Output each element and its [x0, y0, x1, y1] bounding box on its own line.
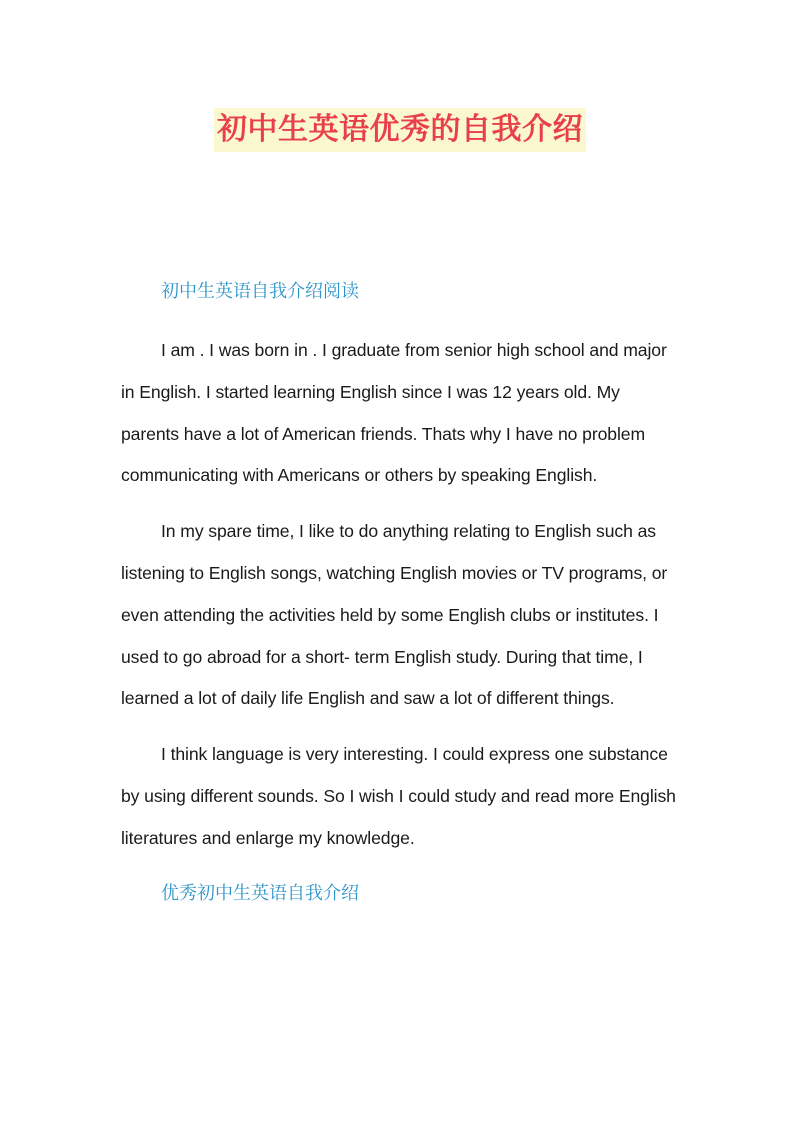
- section-heading: 初中生英语自我介绍阅读: [161, 281, 359, 302]
- section-heading: 优秀初中生英语自我介绍: [161, 882, 359, 904]
- document-body: [121, 272, 681, 914]
- title-container: [0, 108, 800, 152]
- body-paragraph: I think language is very interesting. I could express one substance by using different sounds. So I wish I could study and read more English literatures and enlarge my knowledge.: [121, 744, 676, 848]
- body-paragraph: I am . I was born in . I graduate from senior high school and major in English. I started learning English since I was 12 years old. My parents have a lot of American friends. Thats why I have no problem communicating with Americans or others by speaking English.: [121, 340, 667, 486]
- page-title: 初中生英语优秀的自我介绍: [214, 108, 586, 152]
- body-paragraph: In my spare time, I like to do anything relating to English such as listening to English songs, watching English movies or TV programs, or even attending the activities held by some English clubs or institutes. I used to go abroad for a short- term English study. During that time, I learned a lot of daily life English and saw a lot of different things.: [121, 521, 668, 709]
